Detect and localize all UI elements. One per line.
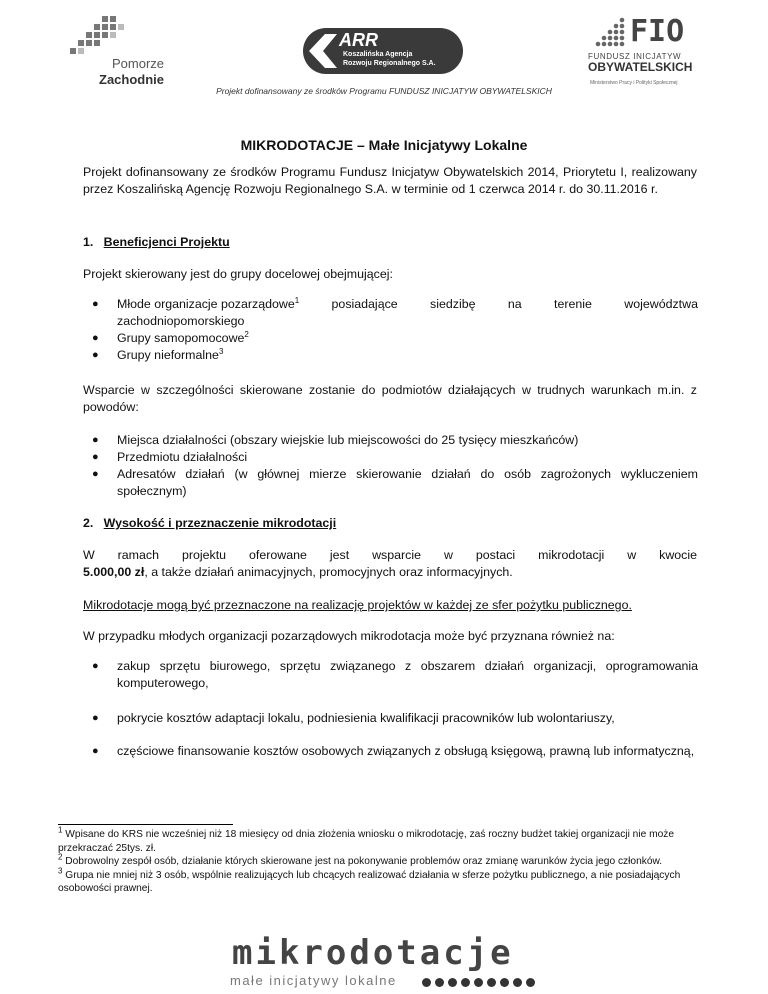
grant-amount: 5.000,00 zł <box>83 565 145 579</box>
pomorze-logo-line2: Zachodnie <box>99 72 165 87</box>
young-item-3: częściowe finansowanie kosztów osobowych związanych z obsługą księgową, prawną lub informatyczną, <box>117 744 695 758</box>
beneficiary-item-1-text: Młode organizacje pozarządowe <box>117 297 295 311</box>
footnote-2: $^2$ Dobrowolny zespół osób, działanie których skierowane jest na pokonywanie problemów oraz zmianę warunków życia jego członków. <box>58 852 663 867</box>
list-item: ● Przedmiotu działalności <box>92 450 248 464</box>
beneficiary-item-2-text: Grupy samopomocowe <box>117 331 245 345</box>
list-item: ● zakup sprzętu biurowego, sprzętu związanego z obszarem działań organizacji, oprogramowania komputerowego, <box>92 659 698 690</box>
section2-number: 2. <box>83 516 94 530</box>
young-item-2: pokrycie kosztów adaptacji lokalu, podniesienia kwalifikacji pracowników lub wolontariuszy, <box>117 711 615 725</box>
footnote-3: $^3$ Grupa nie mniej niż 3 osób, wspólnie realizujących lub chcących realizować działania w sferze pożytku publicznego, a nie posiadających osobowości prawnej. <box>58 866 681 894</box>
pomorze-zachodnie-emblem-icon <box>66 14 136 58</box>
fio-dots-icon <box>588 16 628 50</box>
mikrodotacje-subtitle: małe inicjatywy lokalne <box>230 973 397 988</box>
young-item-1: zakup sprzętu biurowego, sprzętu związanego z obszarem działań organizacji, oprogramowania komputerowego, <box>117 659 698 690</box>
footnote-1: $^1$ Wpisane do KRS nie wcześniej niż 18 miesięcy od dnia złożenia wniosku o mikrodotację, zaś roczny budżet takiej organizacji nie może przekraczać 25tys. zł. <box>58 825 675 854</box>
section2-title: Wysokość i przeznaczenie mikrodotacji <box>103 516 337 530</box>
section1-lead: Projekt skierowany jest do grupy docelowej obejmującej: <box>83 267 393 281</box>
amount-tail: , a także działań animacyjnych, promocyjnych oraz informacyjnych. <box>144 565 513 579</box>
amount-line2 <box>83 564 513 581</box>
young-orgs-list <box>92 658 698 760</box>
fio-logo <box>586 14 706 86</box>
cofinance-note: Projekt dofinansowany ze środków Programu FUNDUSZ INICJATYW OBYWATELSKICH <box>216 86 552 96</box>
support-lead: Wsparcie w szczególności skierowane zostanie do podmiotów działających w trudnych warunkach m.in. z powodów: <box>83 383 697 414</box>
list-item: ● częściowe finansowanie kosztów osobowych związanych z obsługą księgową, prawną lub informatyczną, <box>92 744 695 758</box>
list-item: ● Miejsca działalności (obszary wiejskie lub miejscowości do 25 tysięcy mieszkańców) <box>92 433 579 447</box>
reasons-list <box>92 432 698 500</box>
young-orgs-lead: W przypadku młodych organizacji pozarządowych mikrodotacja może być przyznana również na: <box>83 629 615 643</box>
list-item: ● Młode organizacje pozarządowe$^1$ posiadające siedzibę na terenie województwa zachodniopomorskiego <box>92 295 698 328</box>
reason-item-3: Adresatów działań (w głównej mierze skierowanie działań do osób zagrożonych wykluczeniem społecznym) <box>117 467 698 498</box>
list-item: ● Adresatów działań (w głównej mierze skierowanie działań do osób zagrożonych wykluczeniem społecznym) <box>92 467 698 498</box>
footnote-divider <box>58 824 233 825</box>
pomorze-zachodnie-logo <box>66 14 176 87</box>
arr-logo-line1: Koszalińska Agencja <box>343 51 413 58</box>
purpose-statement: Mikrodotacje mogą być przeznaczone na realizację projektów w każdej ze sfer pożytku publicznego. <box>83 598 632 612</box>
section1-number: 1. <box>83 235 94 249</box>
section2-heading <box>83 515 336 532</box>
fio-logo-line3: Ministerstwo Pracy i Polityki Społecznej <box>590 80 678 86</box>
arr-logo-name: ARR <box>339 30 378 50</box>
fio-logo-line1: FUNDUSZ INICJATYW <box>588 52 682 61</box>
fio-logo-line2: OBYWATELSKICH <box>588 60 693 74</box>
section1-heading <box>83 234 230 251</box>
arr-logo-line2: Rozwoju Regionalnego S.A. <box>343 60 436 67</box>
list-item: ● pokrycie kosztów adaptacji lokalu, podniesienia kwalifikacji pracowników lub wolontariuszy, <box>92 711 615 725</box>
reason-item-1: Miejsca działalności (obszary wiejskie lub miejscowości do 25 tysięcy mieszkańców) <box>117 433 579 447</box>
section1-title: Beneficjenci Projektu <box>103 235 230 249</box>
footnotes <box>58 825 708 896</box>
footnote-ref-1: 1 <box>294 295 300 305</box>
amount-line1: W ramach projektu oferowane jest wsparcie w postaci mikrodotacji w kwocie <box>83 548 697 562</box>
beneficiary-list <box>92 296 698 364</box>
fio-logo-name: FIO <box>630 14 685 49</box>
list-item: ● Grupy samopomocowe$^2$ <box>92 329 249 345</box>
reason-item-2: Przedmiotu działalności <box>117 450 248 464</box>
beneficiary-item-3-text: Grupy nieformalne <box>117 348 219 362</box>
footnote-ref-3: 3 <box>218 346 224 356</box>
footnote-ref-2: 2 <box>244 329 249 339</box>
page-title: MIKRODOTACJE – Małe Inicjatywy Lokalne <box>240 137 528 153</box>
list-item: ● Grupy nieformalne$^3$ <box>92 346 224 362</box>
mikrodotacje-logo <box>226 933 556 989</box>
mikrodotacje-wordmark: mikrodotacje <box>232 933 514 973</box>
intro-paragraph: Projekt dofinansowany ze środków Programu Fundusz Inicjatyw Obywatelskich 2014, Priorytetu I, realizowany przez Koszalińską Agencję Rozwoju Regionalnego S.A. w terminie od 1 czerwca 2014 r. do 30.11.2016 r. <box>83 165 697 196</box>
pomorze-logo-line1: Pomorze <box>112 56 165 71</box>
mikrodotacje-dots-icon <box>422 974 539 992</box>
arr-logo <box>303 26 465 76</box>
